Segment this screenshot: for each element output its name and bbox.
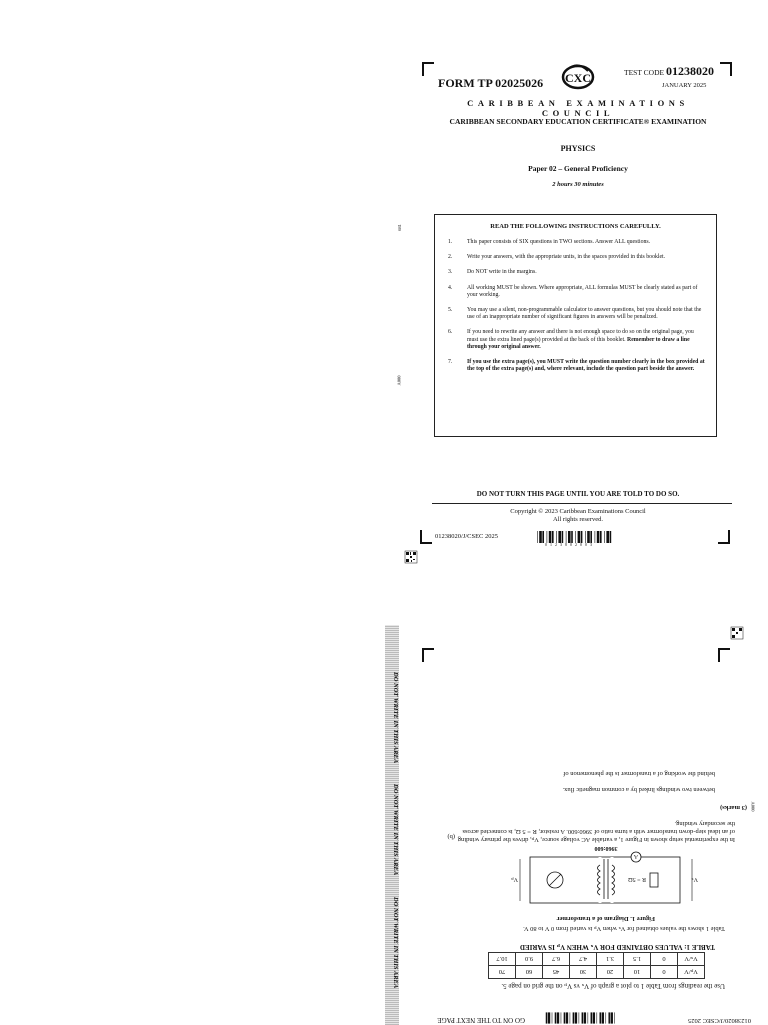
data-table [488,952,705,979]
question-line: behind the working of a transformer is the phenomenon of [563,770,715,777]
inner-footer-code: 01238020/J/CSEC 2025 [687,1017,751,1024]
instruction-text: This paper consists of SIX questions in TWO sections. Answer ALL questions. [467,239,651,245]
barcode-bar [552,1012,553,1023]
barcode-bar [582,1012,583,1023]
table-cell: 10 [624,966,651,979]
barcode-digits: 0 1 2 3 8 0 2 0 0 3 [545,542,593,547]
instruction-number: 2. [448,254,453,261]
footer-code: 01238020/J/CSEC 2025 [435,533,499,540]
barcode-bar [588,1012,589,1023]
barcode-bar [555,1012,556,1023]
crop-mark-bottom-right [718,530,730,544]
logo-text: CXC [565,71,591,85]
barcode-bar [606,531,609,543]
barcode-bar [561,1012,562,1023]
instruction-number: 3. [448,269,453,276]
table-cell: 30 [570,966,597,979]
instruction-number: 4. [448,284,453,291]
table-cell: 10.7 [489,953,516,966]
question-part-label: (b) [447,833,455,840]
instruction-item [445,239,706,246]
transformer-circuit-diagram [510,845,700,909]
instructions-heading: READ THE FOLLOWING INSTRUCTIONS CAREFULLY. [490,223,661,230]
barcode-bar [584,1012,586,1023]
barcode-bar [542,531,544,543]
marks-label: (3 marks) [720,804,747,811]
instruction-text: If you use the extra page(s), you MUST write the question number clearly in the box provided at the top of the extra page(s) and, where relevant, include the question part beside the answer. [467,359,705,373]
instruction-number: 6. [448,329,453,336]
margin-warning: DO NOT WRITE IN THIS AREA [392,784,399,876]
barcode-bar [591,1012,592,1023]
instruction-item [445,269,706,276]
exam-title: CARIBBEAN SECONDARY EDUCATION CERTIFICATE® EXAMINATION [449,117,707,126]
barcode-bar [608,1012,609,1023]
table-cell: 45 [543,966,570,979]
go-on-notice: GO ON TO THE NEXT PAGE [437,1016,525,1024]
ammeter-label: A [633,853,639,859]
paper-title: Paper 02 – General Proficiency [528,164,628,173]
barcode-bar [605,1012,606,1023]
table-cell: 0 [651,953,678,966]
table-cell: 9.0 [516,953,543,966]
barcode-bar [611,1012,613,1023]
exam-date: JANUARY 2025 [662,82,707,89]
barcode-bar [595,531,596,543]
instruction-number: 7. [448,359,453,366]
barcode-bar [597,1012,598,1023]
barcode-bar [600,531,602,543]
vs-label: Vₛ [691,876,698,882]
inner-page-rotated [400,622,755,1024]
question-line: between two windings linked by a common magnetic flux. [562,786,715,793]
vp-label: Vₚ [511,876,518,882]
barcode-bar [604,531,605,543]
instructions-box [434,214,717,437]
test-code: 01238020 [665,64,714,78]
barcode-bar [539,531,542,543]
copyright-text: Copyright © 2023 Caribbean Examinations Council [510,508,646,515]
resistor-label: R = 5Ω [628,876,646,882]
barcode-bar [597,531,600,543]
copyright-block [428,508,728,524]
cxc-logo-icon [560,63,596,91]
crop-mark-bottom-left [420,530,432,544]
divider [432,503,732,504]
instruction-text-bold: Remember to draw a line through your original answer. [467,336,690,350]
instruction-item [445,254,706,261]
margin-warning-strip [385,640,399,1024]
crop-mark-top-left [422,62,434,76]
council-name: CARIBBEAN EXAMINATIONS COUNCIL [467,98,689,118]
margin-code-mid: A000 [396,375,402,386]
instruction-number: 5. [448,307,453,314]
instruction-item [445,285,706,299]
table-cell: 1.5 [624,953,651,966]
question-text [415,768,715,794]
table-cell: 20 [597,966,624,979]
barcode-bar [575,1012,577,1023]
crop-mark-top-right [720,62,732,76]
table-row [489,966,705,979]
table-cell: 6.7 [543,953,570,966]
instruction-text: You may use a silent, non-programmable calculator to answer questions, but you should note that the use of an inappropriate number of significant figures in answers will be penalized. [467,307,702,321]
table-header-cell: Vₚ/V [678,966,705,979]
instruction-text: Do NOT write in the margins. [467,269,537,276]
barcode-bar [564,1012,565,1023]
barcode-bar [610,531,612,543]
barcode-bar [546,1012,547,1023]
barcode-bar [573,1012,574,1023]
question-body: In the experimental setup shown in Figure 1, a variable AC voltage source, Vₚ, drives the primary winding of an ideal step-down transformer with a turns ratio of 3960:600. A resistor, R = 5 Ω, is connected across the secondary winding. [457,820,735,843]
barcode-bar [600,1012,601,1023]
instruction-number: 1. [448,239,453,245]
form-number: FORM TP 02025026 [438,76,544,90]
margin-warning: DO NOT WRITE IN THIS AREA [392,897,399,989]
table-header-cell: Vₛ/V [678,953,705,966]
table-description: Table 1 shows the values obtained for Vₛ when Vₚ is varied from 0 V to 80 V. [523,925,725,932]
barcode-bar [593,1012,595,1023]
margin-code: A000 [750,801,756,812]
table-cell: 4.7 [570,953,597,966]
instruction-text: All working MUST be shown. Where appropriate, ALL formulas MUST be clearly stated as part of your working. [467,284,698,298]
table-row [489,953,705,966]
barcode-bar [614,1012,615,1023]
test-code-label: TEST CODE [624,68,665,77]
instruction-text: Write your answers, with the appropriate units, in the spaces provided in this booklet. [467,254,666,261]
instruction-item [445,329,706,351]
instruction-text-main: If you need to rewrite any answer and there is not enough space to do so on the original page, you must use the extra lined page(s) provided at the back of this booklet. [467,329,694,343]
margin-code-top: 681 [396,224,402,231]
exam-duration: 2 hours 30 minutes [552,181,604,188]
barcode-bar [566,1012,568,1023]
barcode-bar [602,1012,604,1023]
table-caption: TABLE 1: VALUES OBTAINED FOR Vₛ WHEN Vₚ IS VARIED [519,943,715,951]
barcode-bar [579,1012,580,1023]
test-code-block [624,64,714,79]
instruction-item [445,359,706,373]
instruction-item [445,307,706,321]
figure-caption: Figure 1. Diagram of a transformer [556,915,655,922]
barcode-bar [537,531,538,543]
table-cell: 60 [516,966,543,979]
rights-text: All rights reserved. [552,516,603,523]
barcode-bar [548,1012,550,1023]
barcode-bar [570,1012,571,1023]
instruction-text [467,329,706,351]
margin-warning: DO NOT WRITE IN THIS AREA [392,671,399,763]
barcode-bar [557,1012,559,1023]
qr-code-icon [405,551,417,563]
do-not-turn-notice: DO NOT TURN THIS PAGE UNTIL YOU ARE TOLD TO DO SO. [476,490,680,498]
table-cell: 0 [651,966,678,979]
subject-title: PHYSICS [560,144,596,153]
ratio-label: 3960:600 [594,845,618,851]
table-cell: 3.1 [597,953,624,966]
graph-instruction: Use the readings from Table 1 to plot a graph of Vₛ vs Vₚ on the grid on page 5. [501,982,725,990]
table-cell: 70 [489,966,516,979]
inner-barcode-icon [545,1012,615,1024]
